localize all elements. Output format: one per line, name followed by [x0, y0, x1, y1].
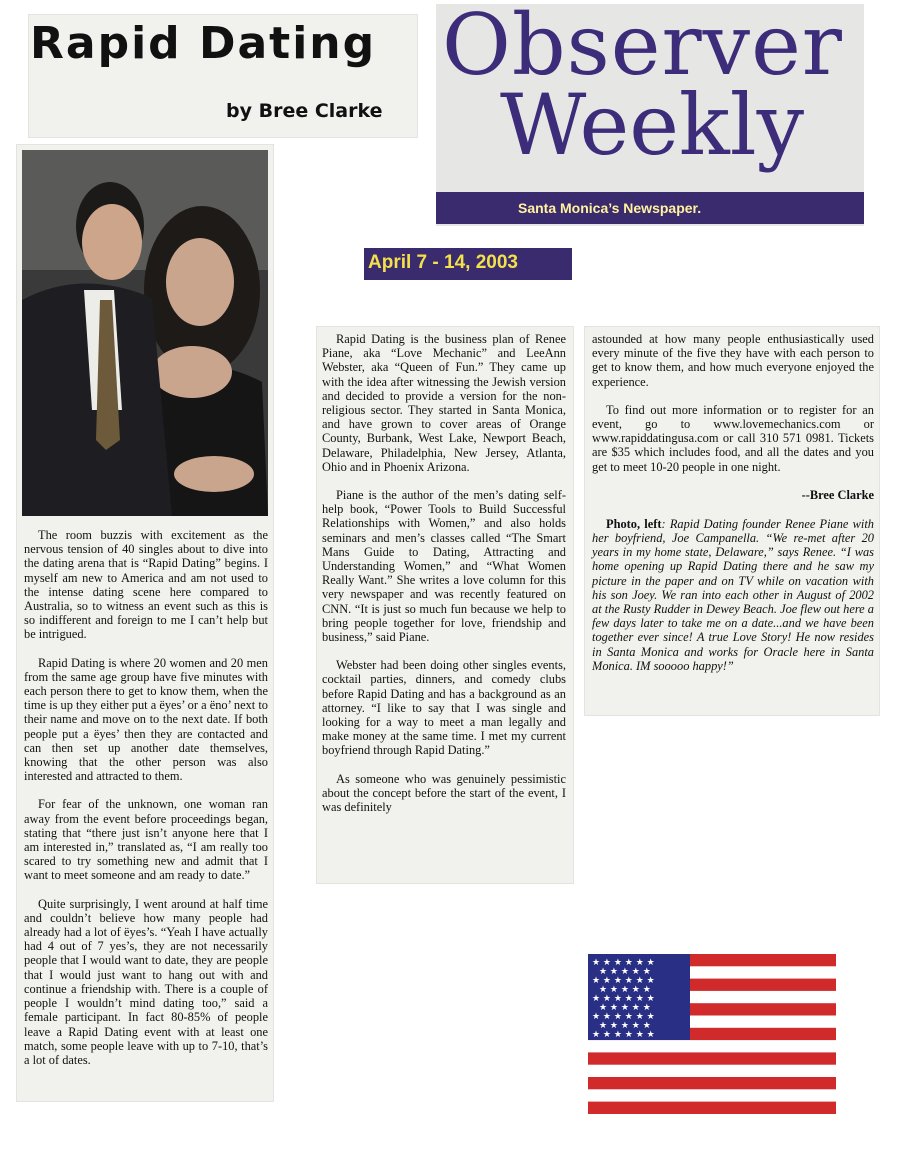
svg-text:★ ★ ★ ★ ★: ★ ★ ★ ★ ★: [599, 1003, 651, 1013]
signature: --Bree Clarke: [801, 487, 874, 502]
masthead: [436, 0, 864, 226]
col3-paragraph: astounded at how many people enthusiastically used every minute of the five they have with each person to get to know them, and how much everyone enjoyed the experience.: [592, 332, 874, 389]
issue-date: April 7 - 14, 2003: [368, 252, 518, 273]
col1-paragraph: For fear of the unknown, one woman ran away from the event before proceedings began, stating that “there just isn’t anyone here that I am interested in,” translated as, “I am really too scared to try something new and admit that I want to meet someone and am ready to date.”: [24, 797, 268, 883]
col2-paragraph: Rapid Dating is the business plan of Renee Piane, aka “Love Mechanic” and LeeAnn Webster, aka “Queen of Fun.” They came up with the idea after witnessing the Jewish version and decided to provide a version for the non-religious sector. They started in Santa Monica, and have grown to cover areas of Orange County, Burbank, West Lake, Newport Beach, Delaware, Philadelphia, New Jersey, Atlanta, Ohio and in Phoenix Arizona.: [322, 332, 566, 474]
couple-photo-icon: [22, 150, 268, 516]
svg-text:★ ★ ★ ★ ★: ★ ★ ★ ★ ★: [599, 1021, 651, 1031]
masthead-tagline: Santa Monica’s Newspaper.: [518, 200, 702, 216]
column-1: [24, 528, 268, 1081]
column-3: [592, 332, 874, 687]
col1-paragraph: The room buzzis with excitement as the nervous tension of 40 singles about to dive into the dating arena that is “Rapid Dating” begins. I myself am new to America and am not used to the intense dating scene here compared to Australia, so to witness an event such as this is so indifferent and foreign to me I can’t help but be intrigued.: [24, 528, 268, 642]
col2-paragraph: As someone who was genuinely pessimistic about the concept before the start of the event, I was definitely: [322, 771, 566, 815]
flag-graphic: [588, 954, 836, 1114]
col3-paragraph: To find out more information or to register for an event, go to www.lovemechanics.com or www.rapiddatingusa.com or call 310 571 0981. Tickets are $35 which includes food, and all the dates and you get to meet 10-20 people in one night.: [592, 402, 874, 474]
svg-text:★ ★ ★ ★ ★: ★ ★ ★ ★ ★: [599, 967, 651, 977]
column-2: [322, 332, 566, 828]
svg-text:★ ★ ★ ★ ★: ★ ★ ★ ★ ★: [599, 985, 651, 995]
masthead-line1: Observer: [442, 0, 843, 94]
svg-text:★ ★ ★ ★ ★ ★: ★ ★ ★ ★ ★ ★: [592, 1030, 655, 1040]
caption-lead: Photo, left: [606, 516, 662, 531]
byline: by Bree Clarke: [226, 100, 383, 122]
photo-caption: [592, 517, 874, 673]
svg-text:★ ★ ★ ★ ★ ★: ★ ★ ★ ★ ★ ★: [592, 994, 655, 1004]
svg-text:★ ★ ★ ★ ★ ★: ★ ★ ★ ★ ★ ★: [592, 976, 655, 986]
svg-text:★ ★ ★ ★ ★ ★: ★ ★ ★ ★ ★ ★: [592, 1012, 655, 1022]
svg-text:★ ★ ★ ★ ★ ★: ★ ★ ★ ★ ★ ★: [592, 958, 655, 968]
col2-paragraph: Webster had been doing other singles events, cocktail parties, dinners, and comedy clubs before Rapid Dating and has a background as an attorney. “I like to say that I was single and looking for a way to meet a man legally and make money at the same time. I met my current boyfriend through Rapid Dating.”: [322, 658, 566, 758]
masthead-line2: Weekly: [500, 76, 805, 174]
col2-paragraph: Piane is the author of the men’s dating self-help book, “Power Tools to Build Successful Relationships with Women,” and also holds seminars and men’s classes called “The Smart Mans Guide to Dating, Attracting and Understanding Women,” and “What Women Really Want.” She writes a love column for this very newspaper and was recently featured on CNN. “It is just so much fun because we help to bring people together for love, friendship and business,” said Piane.: [322, 488, 566, 645]
issue-date-badge: [364, 248, 572, 280]
caption-text: : Rapid Dating founder Renee Piane with her boyfriend, Joe Campanella. “We re-met after 20 years in my home state, Delaware,” says Renee. “I was home opening up Rapid Dating there and he saw my picture in the paper and on TV while on vacation with his son Joey. We ran into each other in August of 2002 at the Rusty Rudder in Dewey Beach. Joe flew out here a few days later to take me on a date...and we have been together ever since! A true Love Story! He now resides in Santa Monica and works for Oracle here in Santa Monica. IM sooooo happy!”: [592, 516, 874, 673]
us-flag-icon: [588, 954, 836, 1114]
col1-paragraph: Rapid Dating is where 20 women and 20 men from the same age group have five minutes with each person there to get to know them, when the time is up they either put a ëyes’ or a ëno’ next to their name and move on to the next date. If both people put a ëyes’ then they are contacted and can then set up another date themselves, knowing that the other person was also interested and attracted to them.: [24, 655, 268, 784]
couple-photo: [22, 150, 268, 516]
col1-paragraph: Quite surprisingly, I went around at half time and couldn’t believe how many people had already had a lot of ëyes’s. “Yeah I have actually had 4 out of 7 yes’s, they are not necessarily people that I would want to date, they are people that I would just want to hang out with and continue a friendship with. There is a couple of people I wouldn’t mind dating too,” said a female participant. In fact 80-85% of people leave a Rapid Dating event with at least one match, some people leave with up to 7-10, that’s a lot of dates.: [24, 896, 268, 1067]
article-title: Rapid Dating: [30, 18, 377, 69]
